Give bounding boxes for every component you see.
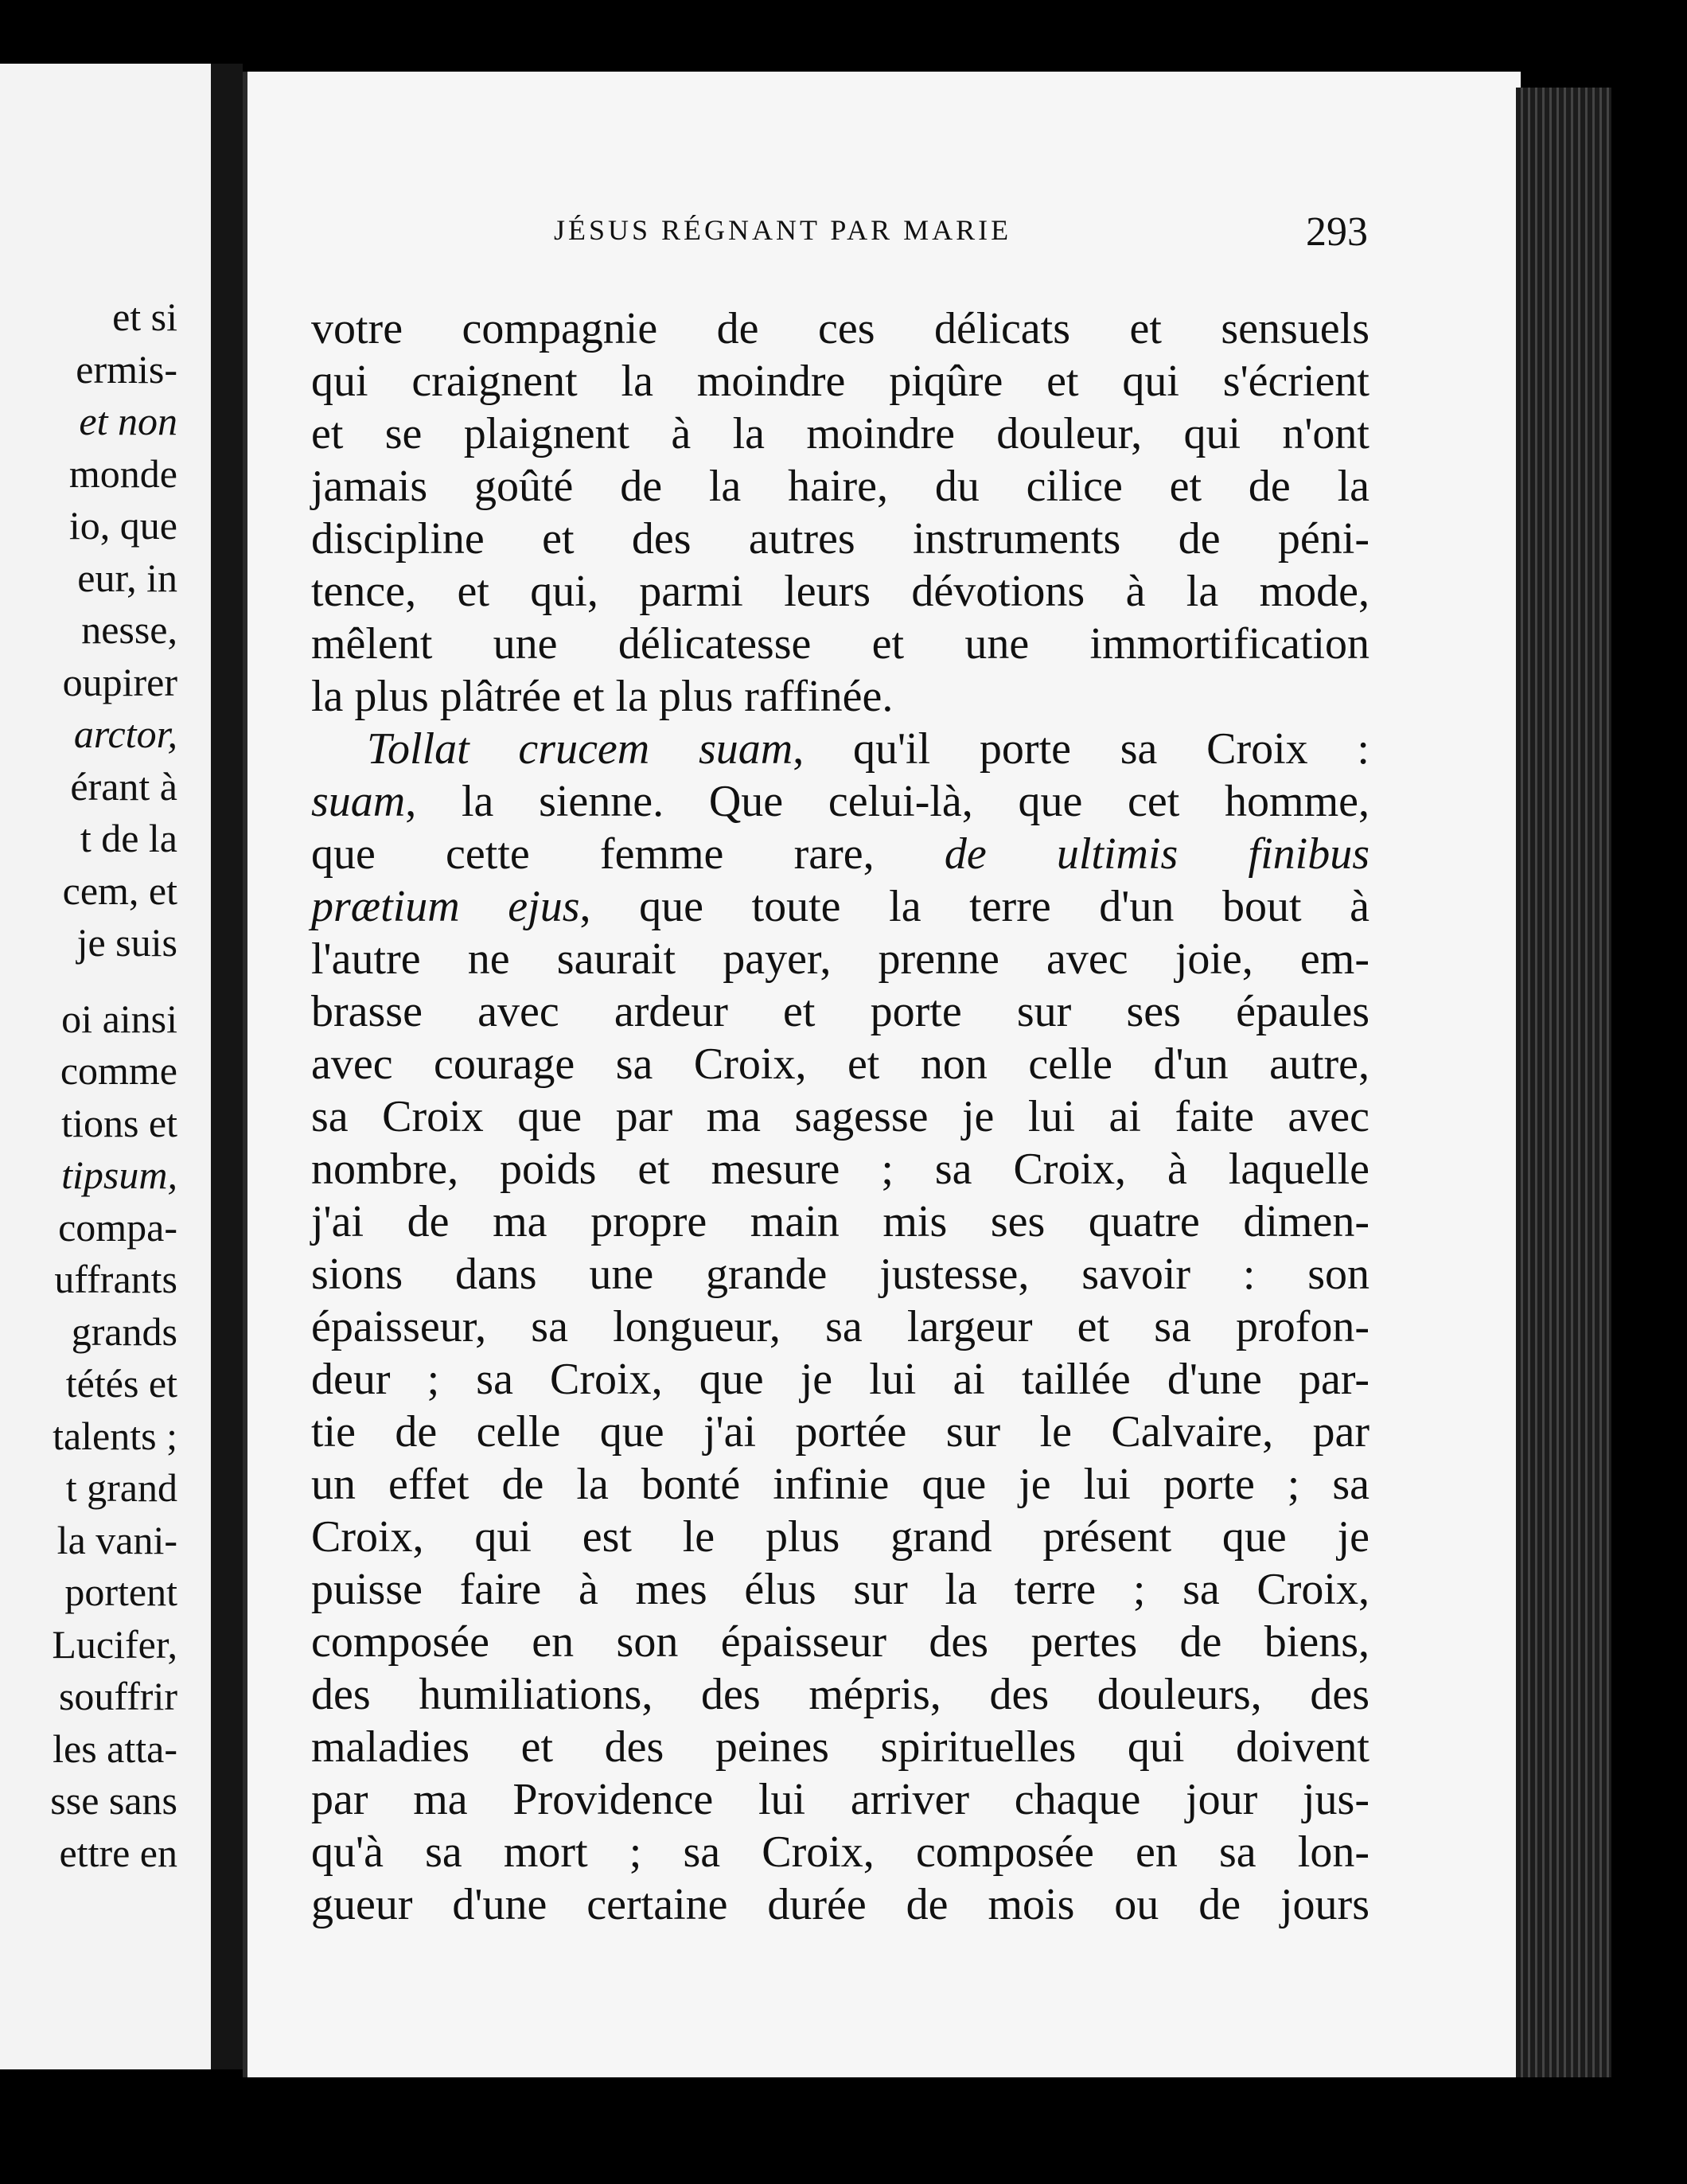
text-line: deur ; sa Croix, que je lui ai taillée d'une par- (311, 1355, 1369, 1404)
text-line: sions dans une grande justesse, savoir : son (311, 1250, 1369, 1299)
latin-phrase: suam (311, 777, 406, 826)
left-page-fragment (0, 64, 211, 2069)
text-line: avec courage sa Croix, et non celle d'un autre, (311, 1039, 1369, 1089)
left-line: tétés et (65, 1361, 177, 1406)
latin-phrase: de ultimis finibus (944, 829, 1369, 879)
text-line: sa Croix que par ma sagesse je lui ai faite avec (311, 1092, 1369, 1141)
text-line: un effet de la bonté infinie que je lui porte ; sa (311, 1460, 1369, 1509)
text-line: Croix, qui est le plus grand présent que je (311, 1512, 1369, 1562)
left-line: t de la (80, 816, 177, 860)
text-line: votre compagnie de ces délicats et sensuels (311, 304, 1369, 353)
left-line: grands (71, 1308, 177, 1354)
left-page-text (50, 291, 177, 1879)
left-line: érant à (70, 763, 177, 809)
latin-phrase: prætium ejus (311, 882, 580, 931)
text-line: que cette femme rare, de ultimis finibus (311, 829, 1369, 879)
page-fore-edge (1516, 88, 1611, 2077)
left-line: portent (64, 1570, 177, 1614)
left-line: sse sans (50, 1778, 177, 1823)
left-line: oupirer (62, 659, 177, 704)
left-line: ermis- (76, 346, 177, 392)
text-line: prætium ejus, que toute la terre d'un bout à (311, 882, 1369, 931)
left-line: ettre en (59, 1830, 177, 1875)
left-line: souffrir (58, 1674, 177, 1718)
left-line: io, que (68, 503, 177, 548)
left-line: monde (68, 450, 177, 496)
text-line: jamais goûté de la haire, du cilice et de la (311, 462, 1369, 511)
text-line: par ma Providence lui arriver chaque jour jus- (311, 1775, 1369, 1824)
left-line: et si (112, 294, 177, 339)
text-line: des humiliations, des mépris, des douleurs, des (311, 1670, 1369, 1719)
text-line: qui craignent la moindre piqûre et qui s'écrient (311, 357, 1369, 406)
running-head (247, 209, 1521, 269)
left-line: uffrants (54, 1257, 177, 1301)
body-text (311, 302, 1369, 1931)
text-line: la plus plâtrée et la plus raffinée. (311, 672, 894, 721)
text-line: suam, la sienne. Que celui-là, que cet homme, (311, 777, 1369, 826)
left-line: oi ainsi (61, 996, 177, 1041)
left-line: eur, in (77, 555, 177, 600)
left-line: tipsum, (61, 1152, 177, 1197)
left-line: tions et (61, 1100, 177, 1145)
text-line: l'autre ne saurait payer, prenne avec joie, em- (311, 934, 1369, 984)
text-line: nombre, poids et mesure ; sa Croix, à laquelle (311, 1145, 1369, 1194)
left-line: talents ; (53, 1413, 177, 1458)
text-line: j'ai de ma propre main mis ses quatre dimen- (311, 1197, 1369, 1246)
left-line: t grand (65, 1465, 177, 1510)
text-line: gueur d'une certaine durée de mois ou de jours (311, 1880, 1369, 1929)
left-line: Lucifer, (52, 1621, 177, 1667)
text-line: tence, et qui, parmi leurs dévotions à la mode, (311, 567, 1369, 616)
left-line: comme (60, 1048, 177, 1093)
text-line: épaisseur, sa longueur, sa largeur et sa profon- (311, 1302, 1369, 1351)
text-line: qu'à sa mort ; sa Croix, composée en sa lon- (311, 1827, 1369, 1877)
book-gutter (211, 64, 243, 2069)
text-line: Tollat crucem suam, qu'il porte sa Croix : (367, 724, 1369, 774)
left-line: et non (79, 399, 177, 443)
left-line-gap (50, 969, 177, 993)
text-line: composée en son épaisseur des pertes de biens, (311, 1617, 1369, 1667)
text-line: mêlent une délicatesse et une immortification (311, 619, 1369, 669)
left-line: les atta- (53, 1726, 177, 1771)
left-line: cem, et (62, 868, 177, 913)
left-line: nesse, (81, 607, 177, 652)
text-line: tie de celle que j'ai portée sur le Calvaire, par (311, 1407, 1369, 1457)
running-title: JÉSUS RÉGNANT PAR MARIE (554, 214, 1012, 246)
text-line: brasse avec ardeur et porte sur ses épaules (311, 987, 1369, 1036)
text-line: maladies et des peines spirituelles qui doivent (311, 1722, 1369, 1772)
text-line: discipline et des autres instruments de péni- (311, 514, 1369, 564)
left-line: je suis (76, 920, 177, 965)
left-line: la vani- (56, 1517, 177, 1562)
text-line: et se plaignent à la moindre douleur, qui n'ont (311, 409, 1369, 458)
left-line: arctor, (73, 712, 177, 756)
left-line: compa- (58, 1204, 177, 1250)
latin-phrase: Tollat crucem suam (367, 724, 793, 774)
text-line: puisse faire à mes élus sur la terre ; sa Croix, (311, 1565, 1369, 1614)
page-number: 293 (1306, 209, 1368, 255)
right-page (243, 72, 1521, 2077)
